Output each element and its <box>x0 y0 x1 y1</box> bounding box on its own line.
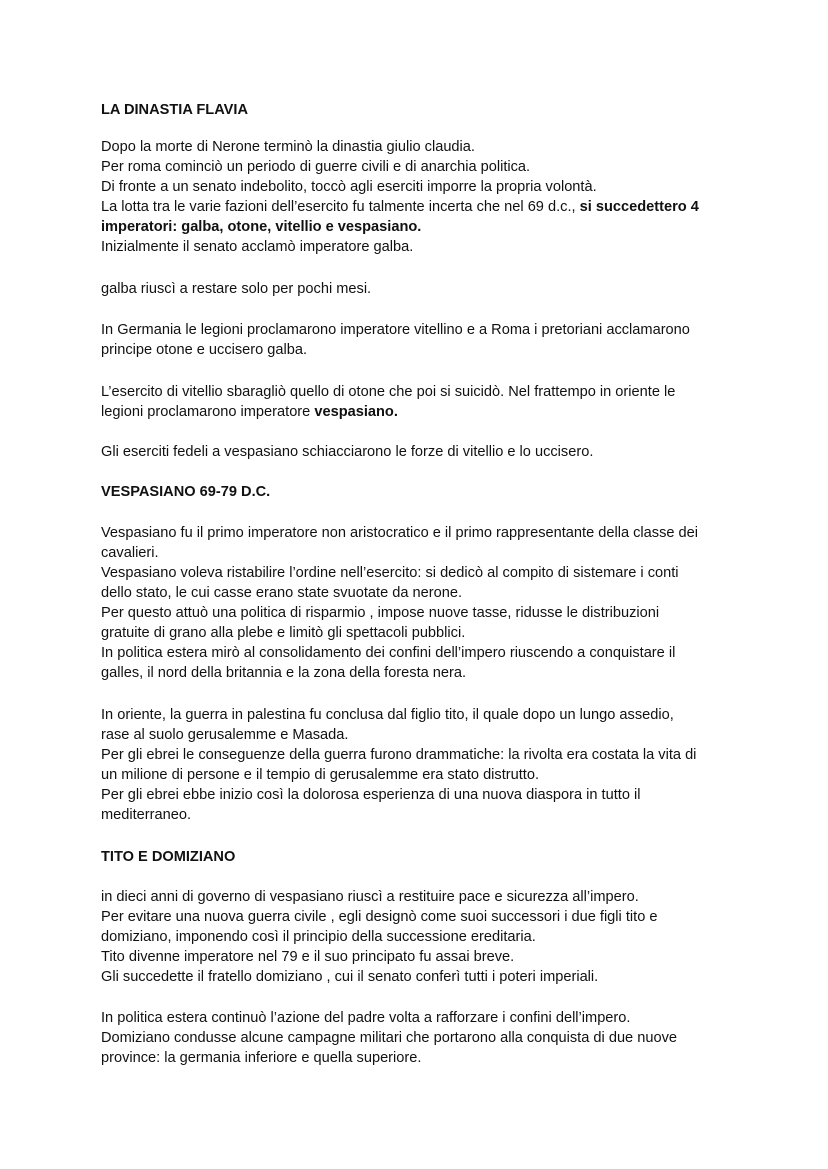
text-line <box>101 157 530 177</box>
bold-text: TITO E DOMIZIANO <box>101 849 236 865</box>
text-segment: dello stato, le cui casse erano state svuotate da nerone. <box>101 585 463 601</box>
text-line <box>101 927 536 947</box>
text-line <box>101 1008 630 1028</box>
text-segment: Vespasiano voleva ristabilire l’ordine nell’esercito: si dedicò al compito di sistemare i conti <box>101 565 679 581</box>
text-segment: Inizialmente il senato acclamò imperatore galba. <box>101 239 414 255</box>
text-line <box>101 643 675 663</box>
text-segment: mediterraneo. <box>101 807 192 823</box>
text-segment: Per gli ebrei le conseguenze della guerra furono drammatiche: la rivolta era costata la vita di <box>101 747 697 763</box>
text-line <box>101 523 698 543</box>
text-segment: principe otone e uccisero galba. <box>101 342 308 358</box>
text-segment: In Germania le legioni proclamarono imperatore vitellino e a Roma i pretoriani acclamarono <box>101 322 690 338</box>
text-segment: legioni proclamarono imperatore <box>101 404 315 420</box>
text-segment: In politica estera continuò l’azione del padre volta a rafforzare i confini dell’impero. <box>101 1010 631 1026</box>
text-segment: Per roma cominciò un periodo di guerre civili e di anarchia politica. <box>101 159 531 175</box>
text-line <box>101 725 348 745</box>
text-line <box>101 320 690 340</box>
text-line <box>101 887 639 907</box>
text-segment: In oriente, la guerra in palestina fu conclusa dal figlio tito, il quale dopo un lungo assedio, <box>101 707 674 723</box>
text-line <box>101 543 159 563</box>
text-line <box>101 603 659 623</box>
text-line <box>101 382 675 402</box>
text-line <box>101 279 371 299</box>
text-line <box>101 177 597 197</box>
bold-text: vespasiano. <box>314 404 398 420</box>
text-line <box>101 217 421 237</box>
text-segment: gratuite di grano alla plebe e limitò gli spettacoli pubblici. <box>101 625 466 641</box>
text-line <box>101 765 539 785</box>
text-segment: Gli eserciti fedeli a vespasiano schiacciarono le forze di vitellio e lo uccisero. <box>101 444 594 460</box>
text-segment: cavalieri. <box>101 545 159 561</box>
text-segment: galba riuscì a restare solo per pochi mesi. <box>101 281 372 297</box>
text-line <box>101 442 593 462</box>
text-segment: Per questo attuò una politica di risparmio , impose nuove tasse, ridusse le distribuzioni <box>101 605 660 621</box>
text-segment: un milione di persone e il tempio di gerusalemme era stato distrutto. <box>101 767 540 783</box>
section-heading <box>101 482 270 502</box>
text-segment: In politica estera mirò al consolidamento dei confini dell’impero riuscendo a conquistare il <box>101 645 676 661</box>
bold-text: si succedettero 4 <box>579 199 699 215</box>
text-line <box>101 197 699 217</box>
text-line <box>101 907 657 927</box>
text-segment: Per gli ebrei ebbe inizio così la dolorosa esperienza di una nuova diaspora in tutto il <box>101 787 641 803</box>
text-line <box>101 745 696 765</box>
text-line <box>101 1028 677 1048</box>
text-segment: Tito divenne imperatore nel 79 e il suo principato fu assai breve. <box>101 949 515 965</box>
text-segment: in dieci anni di governo di vespasiano riuscì a restituire pace e sicurezza all’impero. <box>101 889 639 905</box>
text-line <box>101 947 514 967</box>
text-segment: galles, il nord della britannia e la zona della foresta nera. <box>101 665 467 681</box>
text-line <box>101 583 462 603</box>
text-line <box>101 237 413 257</box>
text-segment: Di fronte a un senato indebolito, toccò agli eserciti imporre la propria volontà. <box>101 179 597 195</box>
section-heading <box>101 100 248 120</box>
section-heading <box>101 847 235 867</box>
bold-text: imperatori: galba, otone, vitellio e vespasiano. <box>101 219 422 235</box>
text-segment: Domiziano condusse alcune campagne militari che portarono alla conquista di due nuove <box>101 1030 677 1046</box>
text-segment: rase al suolo gerusalemme e Masada. <box>101 727 349 743</box>
text-line <box>101 340 307 360</box>
text-line <box>101 663 466 683</box>
text-segment: L’esercito di vitellio sbaragliò quello di otone che poi si suicidò. Nel frattempo in oriente le <box>101 384 676 400</box>
text-line <box>101 967 598 987</box>
text-line <box>101 785 641 805</box>
text-line <box>101 705 674 725</box>
text-line <box>101 137 475 157</box>
text-segment: Gli succedette il fratello domiziano , cui il senato conferì tutti i poteri imperiali. <box>101 969 599 985</box>
text-line <box>101 402 398 422</box>
text-line <box>101 1048 421 1068</box>
bold-text: VESPASIANO 69-79 D.C. <box>101 484 271 500</box>
text-segment: Dopo la morte di Nerone terminò la dinastia giulio claudia. <box>101 139 475 155</box>
text-line <box>101 623 465 643</box>
text-segment: La lotta tra le varie fazioni dell’esercito fu talmente incerta che nel 69 d.c., <box>101 199 580 215</box>
bold-text: LA DINASTIA FLAVIA <box>101 102 249 118</box>
text-line <box>101 805 191 825</box>
text-segment: Vespasiano fu il primo imperatore non aristocratico e il primo rappresentante della classe dei <box>101 525 699 541</box>
text-segment: Per evitare una nuova guerra civile , egli designò come suoi successori i due figli tito e <box>101 909 658 925</box>
text-line <box>101 563 679 583</box>
text-segment: province: la germania inferiore e quella superiore. <box>101 1050 422 1066</box>
text-segment: domiziano, imponendo così il principio della successione ereditaria. <box>101 929 536 945</box>
